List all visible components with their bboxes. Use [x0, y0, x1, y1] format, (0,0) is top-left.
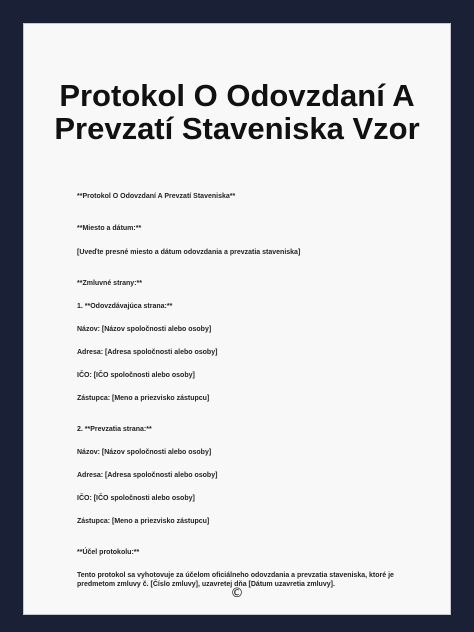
copyright-icon: © — [230, 586, 244, 601]
party-1-name: Názov: [Názov spoločnosti alebo osoby] — [77, 326, 212, 333]
place-date-placeholder: [Uveďte presné miesto a dátum odovzdania a prevzatia staveniska] — [77, 249, 301, 256]
parties-heading: **Zmluvné strany:** — [77, 280, 142, 287]
document-page — [23, 23, 451, 615]
party-2-representative: Zástupca: [Meno a priezvisko zástupcu] — [77, 518, 210, 525]
party-2-address: Adresa: [Adresa spoločnosti alebo osoby] — [77, 472, 218, 479]
party-1-heading: 1. **Odovzdávajúca strana:** — [77, 303, 173, 310]
party-2-heading: 2. **Prevzatia strana:** — [77, 426, 152, 433]
purpose-heading: **Účel protokolu:** — [77, 549, 140, 556]
document-title — [24, 79, 450, 145]
body-heading: **Protokol O Odovzdaní A Prevzatí Staveniska** — [77, 193, 236, 200]
party-1-address: Adresa: [Adresa spoločnosti alebo osoby] — [77, 349, 218, 356]
title-line-1: Protokol O Odovzdaní A — [59, 78, 415, 113]
title-line-2: Prevzatí Staveniska Vzor — [54, 111, 420, 146]
place-date-heading: **Miesto a dátum:** — [77, 225, 142, 232]
purpose-paragraph: Tento protokol sa vyhotovuje za účelom oficiálneho odovzdania a prevzatia staveniska, ktoré je predmetom zmluvy č. [Číslo zmluvy], uzavretej dňa [Dátum uzavretia zmluvy]. — [77, 572, 394, 588]
party-2-ico: IČO: [IČO spoločnosti alebo osoby] — [77, 495, 195, 502]
party-2-name: Názov: [Názov spoločnosti alebo osoby] — [77, 449, 212, 456]
party-1-representative: Zástupca: [Meno a priezvisko zástupcu] — [77, 395, 210, 402]
party-1-ico: IČO: [IČO spoločnosti alebo osoby] — [77, 372, 195, 379]
